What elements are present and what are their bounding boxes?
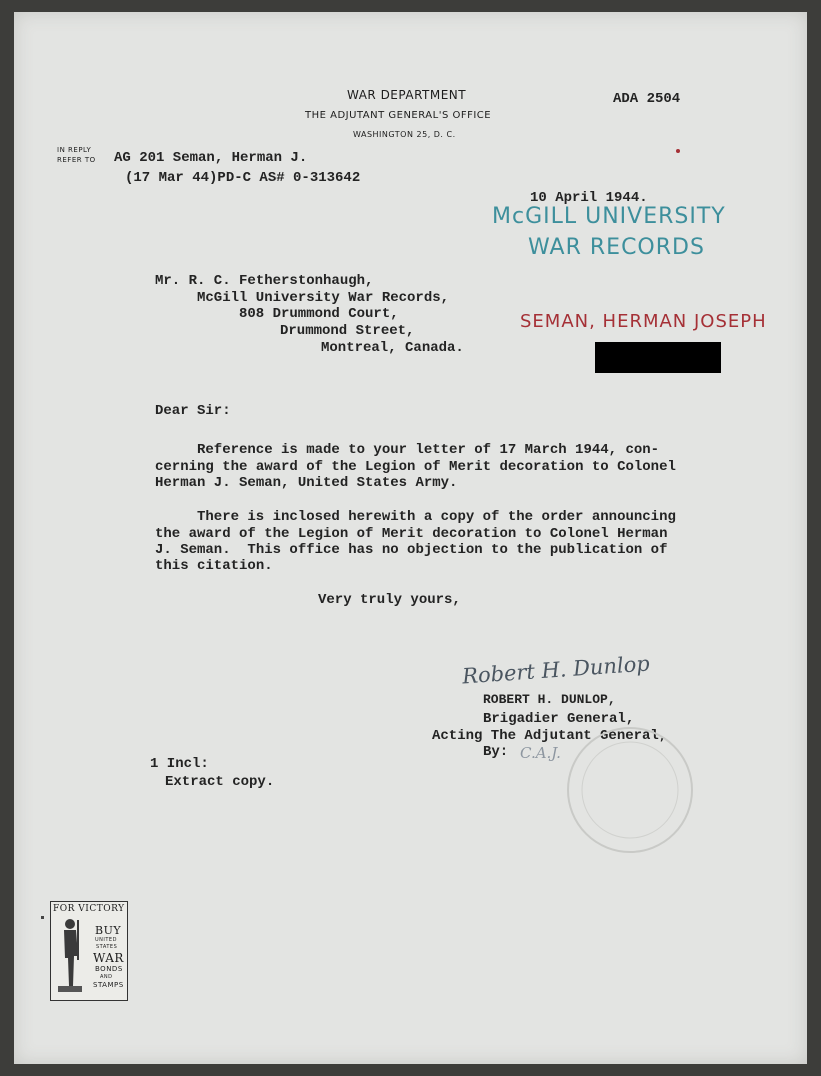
- signer-name: ROBERT H. DUNLOP,: [483, 692, 616, 707]
- poster-states: STATES: [96, 944, 118, 950]
- poster-heading: FOR VICTORY: [53, 904, 125, 914]
- body-p2-line-1: There is inclosed herewith a copy of the order announcing: [197, 509, 676, 525]
- body-p1-line-1: Reference is made to your letter of 17 March 1944, con-: [197, 442, 660, 458]
- poster-stamps: STAMPS: [93, 981, 124, 989]
- by-label: By:: [483, 744, 509, 760]
- reply-label-1: IN REPLY: [57, 146, 92, 154]
- reference-line-2: (17 Mar 44)PD-C AS# 0-313642: [125, 170, 361, 186]
- closing: Very truly yours,: [318, 592, 461, 608]
- enclosure-line-2: Extract copy.: [165, 774, 275, 790]
- poster-united: UNITED: [95, 937, 117, 943]
- poster-buy: BUY: [95, 924, 122, 937]
- file-number: ADA 2504: [613, 91, 681, 107]
- body-p2-line-2: the award of the Legion of Merit decoration to Colonel Herman: [155, 526, 668, 542]
- enclosure-line-1: 1 Incl:: [150, 756, 209, 772]
- faded-seal: [555, 720, 715, 860]
- minuteman-figure: [55, 916, 85, 996]
- body-p2-line-4: this citation.: [155, 558, 273, 574]
- poster-and: AND: [100, 974, 113, 980]
- address-line-5: Montreal, Canada.: [321, 340, 464, 356]
- address-line-3: 808 Drummond Court,: [239, 306, 399, 322]
- poster-bonds: BONDS: [95, 965, 123, 973]
- body-p2-line-3: J. Seman. This office has no objection to the publication of: [155, 542, 668, 558]
- letter-date: 10 April 1944.: [530, 190, 648, 206]
- letterhead-city: WASHINGTON 25, D. C.: [353, 130, 456, 139]
- war-bonds-poster: [50, 901, 128, 1001]
- red-dot-mark: [676, 149, 680, 153]
- letterhead-office: THE ADJUTANT GENERAL'S OFFICE: [305, 110, 492, 121]
- reply-label-2: REFER TO: [57, 156, 96, 164]
- signer-title: Acting The Adjutant General,: [432, 728, 668, 744]
- letterhead-department: WAR DEPARTMENT: [347, 88, 467, 102]
- body-p1-line-2: cerning the award of the Legion of Merit decoration to Colonel: [155, 459, 676, 475]
- salutation: Dear Sir:: [155, 403, 231, 419]
- archive-stamp-line-2: WAR RECORDS: [528, 235, 705, 260]
- redaction-box: [595, 342, 721, 373]
- body-p1-line-3: Herman J. Seman, United States Army.: [155, 475, 458, 491]
- corner-dot-mark: [41, 916, 44, 919]
- archive-stamp-line-1: McGILL UNIVERSITY: [492, 204, 726, 229]
- address-line-2: McGill University War Records,: [197, 290, 450, 306]
- reference-line-1: AG 201 Seman, Herman J.: [114, 150, 308, 166]
- signer-rank: Brigadier General,: [483, 711, 635, 727]
- address-line-1: Mr. R. C. Fetherstonhaugh,: [155, 273, 374, 289]
- handwritten-name: SEMAN, HERMAN JOSEPH: [520, 311, 767, 332]
- address-line-4: Drummond Street,: [280, 323, 415, 339]
- poster-war: WAR: [93, 951, 124, 965]
- by-initials: C.A.J.: [520, 744, 561, 762]
- handwritten-signature: Robert H. Dunlop: [461, 651, 651, 689]
